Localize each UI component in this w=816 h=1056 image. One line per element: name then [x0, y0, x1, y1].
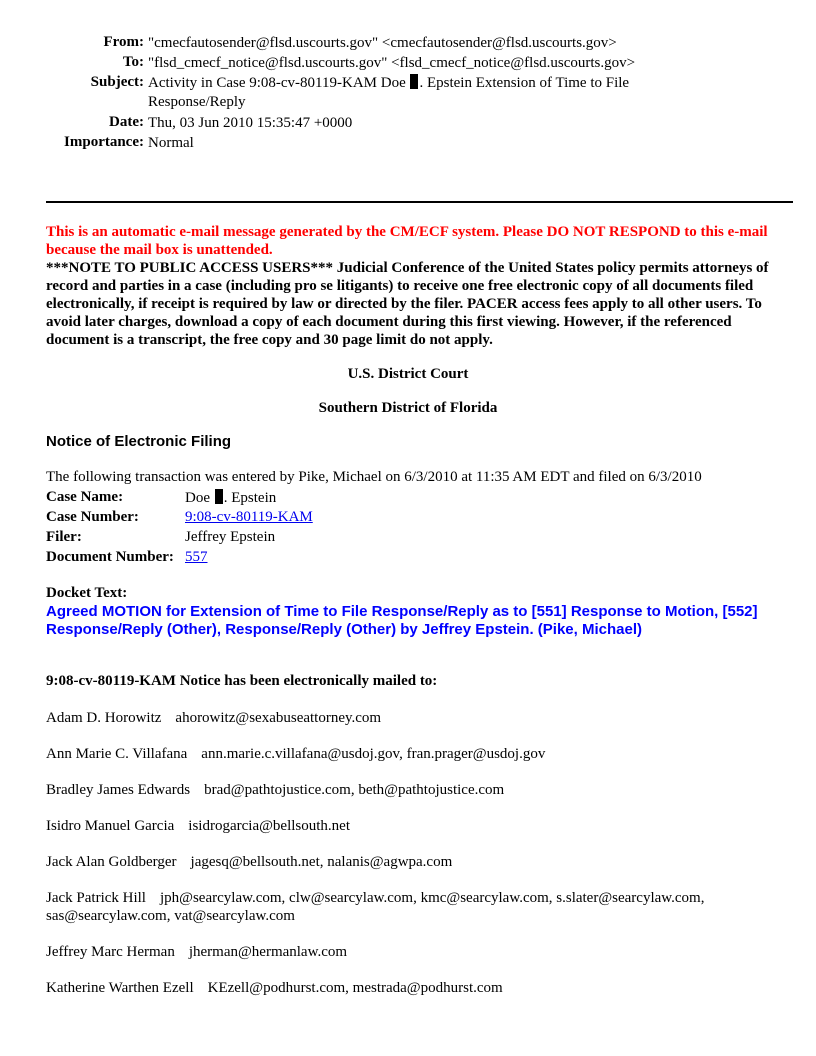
- case-name-before: Doe: [185, 490, 210, 506]
- redaction-block: [215, 489, 223, 504]
- case-name-after: . Epstein: [223, 490, 277, 506]
- recipient-emails: isidrogarcia@bellsouth.net: [188, 818, 350, 834]
- recipient-row: [46, 781, 776, 799]
- recipient-emails: jagesq@bellsouth.net, nalanis@agwpa.com: [190, 854, 453, 870]
- case-name-label: Case Name:: [46, 489, 124, 505]
- case-number-label: Case Number:: [46, 509, 139, 525]
- importance-label: Importance:: [64, 134, 144, 150]
- from-value: "cmecfautosender@flsd.uscourts.gov" <cmecfautosender@flsd.uscourts.gov>: [148, 35, 617, 51]
- mailed-heading: 9:08-cv-80119-KAM Notice has been electronically mailed to:: [46, 673, 438, 689]
- case-number-link[interactable]: 9:08-cv-80119-KAM: [185, 509, 313, 525]
- recipient-row: [46, 853, 776, 871]
- recipient-row: [46, 889, 776, 925]
- recipient-emails: jph@searcylaw.com, clw@searcylaw.com, kmc@searcylaw.com, s.slater@searcylaw.com, sas@searcylaw.com, vat@searcylaw.com: [46, 890, 705, 924]
- recipient-name: Isidro Manuel Garcia: [46, 818, 175, 834]
- filer-label: Filer:: [46, 529, 82, 545]
- document-number-label: Document Number:: [46, 549, 174, 565]
- recipient-name: Jack Patrick Hill: [46, 890, 146, 906]
- redaction-block: [410, 74, 418, 89]
- nef-title: Notice of Electronic Filing: [46, 433, 232, 450]
- recipient-emails: KEzell@podhurst.com, mestrada@podhurst.com: [207, 980, 503, 996]
- filer-value: Jeffrey Epstein: [185, 529, 276, 545]
- court-name: U.S. District Court: [347, 366, 469, 382]
- recipient-name: Jeffrey Marc Herman: [46, 944, 175, 960]
- court-district: Southern District of Florida: [318, 400, 498, 416]
- recipient-emails: ann.marie.c.villafana@usdoj.gov, fran.prager@usdoj.gov: [201, 746, 546, 762]
- recipient-emails: jherman@hermanlaw.com: [188, 944, 348, 960]
- document-number-link[interactable]: 557: [185, 549, 208, 565]
- transaction-text: The following transaction was entered by Pike, Michael on 6/3/2010 at 11:35 AM EDT and filed on 6/3/2010: [46, 469, 702, 485]
- recipient-row: [46, 709, 776, 727]
- date-value: Thu, 03 Jun 2010 15:35:47 +0000: [148, 115, 353, 131]
- subject-text-before: Activity in Case 9:08-cv-80119-KAM Doe: [148, 75, 406, 91]
- case-name-value: [185, 489, 276, 507]
- recipient-emails: brad@pathtojustice.com, beth@pathtojustice.com: [204, 782, 505, 798]
- subject-value: [148, 74, 708, 112]
- date-label: Date:: [109, 114, 144, 130]
- automatic-message-warning: This is an automatic e-mail message generated by the CM/ECF system. Please DO NOT RESPOND to this e-mail because the mail box is unattended.: [46, 224, 768, 258]
- recipient-name: Adam D. Horowitz: [46, 710, 162, 726]
- subject-text-after: . Epstein Extension of Time to File Response/Reply: [148, 75, 630, 110]
- recipient-row: [46, 943, 776, 961]
- recipient-name: Bradley James Edwards: [46, 782, 191, 798]
- docket-text-label: Docket Text:: [46, 585, 128, 601]
- recipient-name: Jack Alan Goldberger: [46, 854, 177, 870]
- recipient-name: Katherine Warthen Ezell: [46, 980, 194, 996]
- recipient-row: [46, 979, 776, 997]
- docket-text: Agreed MOTION for Extension of Time to File Response/Reply as to [551] Response to Motion, [552] Response/Reply (Other), Response/Reply (Other) by Jeffrey Epstein. (Pike, Michael): [46, 603, 758, 638]
- recipient-name: Ann Marie C. Villafana: [46, 746, 188, 762]
- subject-label: Subject:: [90, 74, 144, 90]
- header-divider: [46, 201, 793, 203]
- importance-value: Normal: [148, 135, 194, 151]
- to-label: To:: [122, 54, 144, 70]
- recipient-emails: ahorowitz@sexabuseattorney.com: [175, 710, 382, 726]
- from-label: From:: [103, 34, 144, 50]
- recipient-row: [46, 745, 776, 763]
- recipient-row: [46, 817, 776, 835]
- public-access-note: ***NOTE TO PUBLIC ACCESS USERS*** Judicial Conference of the United States policy permits attorneys of record and parties in a case (including pro se litigants) to receive one free electronic copy of all documents filed electronically, if receipt is required by law or directed by the filer. PACER access fees apply to all other users. To avoid later charges, download a copy of each document during this first viewing. However, if the referenced document is a transcript, the free copy and 30 page limit do not apply.: [46, 260, 769, 348]
- to-value: "flsd_cmecf_notice@flsd.uscourts.gov" <flsd_cmecf_notice@flsd.uscourts.gov>: [148, 55, 636, 71]
